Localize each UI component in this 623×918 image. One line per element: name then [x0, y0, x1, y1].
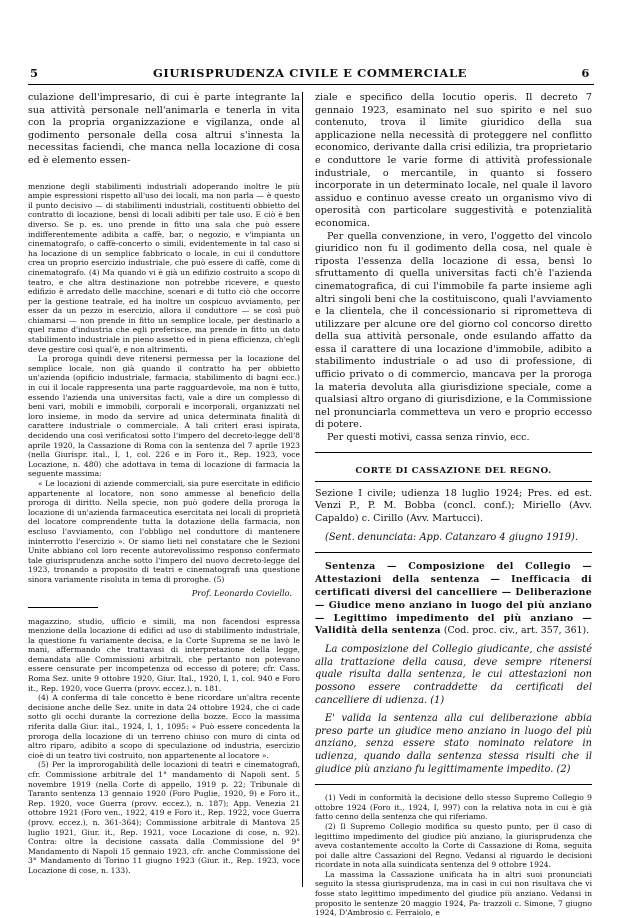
footnote-right-1: (1) Vedi in conformità la decisione dello stesso Supremo Collegio 9 ottobre 1924 (Foro it., 1924, I, 997) con la relativa nota in cui è già fatto cenno della sentenza che qui riferiamo. [315, 793, 592, 822]
page-number-right: 6 [581, 66, 590, 80]
footnote-right-3: La massima la Cassazione unificata ha in altri suoi pronunciati seguito la stessa giurisprudenza, ma in casi in cui non risultava che vi fosse stato legittimo impedimento del giudice più anziano. Vedansi in proposito le sentenze 20 maggio 1924, Pa- trazzoli c. Simone, 7 giugno 1924, D'Ambrosio c. Ferraiolo, e [315, 869, 592, 918]
appealed-sentence: (Sent. denunciata: App. Catanzaro 4 giugno 1919). [325, 532, 578, 544]
page-header [30, 66, 590, 80]
left-body-paragraph: culazione dell'impresario, di cui è parte integrante la sua attività personale nell'animarla e tenerla in vita con la propria organizzazione e vigilanza, onde al godimento personale della cosa altrui s'innesta la necessitas faciendi, che manca nella locazione di cosa ed è elemento essen- [28, 92, 300, 166]
legal-principle-1: La composizione del Collegio giudicante, che assisté alla trattazione della causa, deve sempre ritenersi quale risulta dalla sentenza, le cui attestazioni non possono essere contraddette da certificati del cancelliere di udienza. (1) [315, 644, 592, 706]
page-number-left: 5 [30, 66, 39, 80]
footnote-4: (4) A conferma di tale concetto è bene ricordare un'altra recente decisione anche delle Sez. unite in data 24 ottobre 1924, che ci cade sotto gli occhi durante la correzione della bozze. Ecco la massima riferita dalla Giur. ital., 1924, I, 1, 1095: « Può essere concedenta la proroga della locazione di un terreno chiuso con muro di cinta od altro riparo, adibito a scopo di speculazione od industria, esercizio cioè di un teatro tivi costruito, non appartenente al locatore ». [28, 693, 300, 760]
quoted-massima: « Le locazioni di aziende commerciali, sia pure esercitate in edificio appartenente al locatore, non sono ammesse al beneficio della proroga di diritto. Nella specie, non può godere della proroga la locazione di un'azienda farmaceutica esercitata nei locali di proprietà del locatore comprendente tutta la dotazione della farmacia, non escluso l'avviamento, con l'obbligo nel conduttore di mantenere ininterrotto l'esercizio ». Or siamo lieti nel constatare che le Sezioni Unite abbiano col loro recente autorevolissimo responso confermato tale giurisprudenza anche sotto l'impero del nuovo decreto-legge del 1923, tronando a proposito di teatri e cinematografi una questione sinora variamente risoluta in tema di proroghe. (5) [28, 478, 300, 584]
footnote-right-2: (2) Il Supremo Collegio modifica su questo punto, per il caso di legittimo impedimento del giudice più anziano, la giurisprudenza che aveva costantemente accolto la Corte di Cassazione di Roma, seguita poi dalle altre Cassazioni del Regno. Vedansi al riguardo le decisioni ricordate in nota alla suindicata sentenza del 9 ottobre 1924. [315, 821, 592, 870]
note-continuation: menzione degli stabilimenti industriali adoperando inoltre le più ampie espressioni rispetto all'uso dei locali, ma non parla — è questo il punto decisivo — di stabilimenti industriali, costituenti obbietto del contratto di locazione, bensì di locali adibiti per tale uso. E ciò è ben diverso. Se p. es. uno prende in fitto una sala che può essere indifferentemente adibita a caffè, bar, o negozio, e v'impianta un cinematografo, o caffè-concerto o simili, evidentemente in tal caso si ha locazione di un semplice fabbricato o locale, in cui il conduttore crea un proprio esercizio industriale, che può essere di caffè, come di cinematografo. (4) Ma quando vi è già un edifizio costruito a scopo di teatro, e che altra destinazione non potrebbe ricevere, e questo edifizio è arredato delle macchine, scenari e di tutto ciò che occorre per la gestione teatrale, ed ha inoltre un cospicuo avviamento, per esser da un pezzo in esercizio, allora il conduttore — se così può chiamarsi — non prende in fitto un semplice locale, per destinarlo a quel ramo d'industria che egli preferisce, ma prende in fitto un dato stabilimento industriale in pieno assetto ed in piena efficienza, ch'egli deve gestire così qual'è, e non altrimenti. [28, 181, 300, 354]
right-body-paragraph-2: Per quella convenzione, in vero, l'oggetto del vincolo giuridico non fu il godimento della cosa, nel quale è riposta l'essenza della locazione di essa, bensì lo sfruttamento di quella universitas facti ch'è l'azienda cinematografica, di cui l'immobile fa parte insieme agli altri singoli beni che la costituiscono, quali l'avviamento e la clientela, che il concessionario si riprometteva di utilizzare per alcune ore del giorno col concorso diretto della sua attività personale, onde esulando affatto da essa il carattere di una locazione d'immobile, adibito a stabilimento industriale o ad uso di professione, di ufficio privato o di commercio, mancava per la proroga la materia devoluta alla giurisdizione speciale, come a qualsiasi altro organo di giurisdizione, e la Commissione nel pronunciarla commetteva un vero e proprio eccesso di potere. [315, 230, 592, 431]
footnote-5: (5) Per la improrogabilità delle locazioni di teatri e cinematografi, cfr. Commissione arbitrale del 1° mandamento di Napoli sent. 5 novembre 1919 (nella Corte di appello, 1919 p. 22; Tribunale di Taranto sentenza 13 gennaio 1920 (Foro Puglie, 1920, 9) e Foro it., Rep. 1920, voce Guerra (provv. eccez.), n. 187); App. Venezia 21 ottobre 1921 (Foro ven., 1922, 419 e Foro it., Rep. 1922, voce Guerra (provv. eccez.), n. 361-364); Commissione arbitrale di Mantova 25 luglio 1921, Giur. it., Rep. 1921, voce Locazione di cose, n. 92). Contra: oltre la decisione cassata dalla Commissione del 9° Mandamento di Napoli 15 gennaio 1923, cfr. anche Commissione del 3° Mandamento di Torino 11 giugno 1923 (Giur. it., Rep. 1923, voce Locazione di cose, n. 133). [28, 760, 300, 875]
massima-keyword-text: Sentenza — Composizione del Collegio — Attestazioni della sentenza — Inefficacia di certificati diversi del cancelliere — Deliberazione — Giudice meno anziano in luogo del più anziano — Legittimo impedimento del più anziano — Validità della sentenza [315, 561, 592, 637]
left-column [28, 92, 300, 887]
footnote-continuation: magazzino, studio, ufficio e simili, ma non facendosi espressa menzione della locazione di edifici ad uso di stabilimento industriale, la questione fu variamente decisa, e la Corte Suprema se ne lavò le mani, affermando che trattavasi di interpretazione della legge, demandata alle Commissioni arbitrali, che pertanto non potevano essere censurate per incompetenza od eccesso di potere; cfr. Cass. Roma Sez. unite 9 ottobre 1920, Giur. Ital., 1920, I, 1, col. 940 e Foro it., Rep. 1920, voce Guerra (provv. eccez.), n. 181. [28, 616, 300, 693]
note-paragraph: La proroga quindi deve ritenersi permessa per la locazione del semplice locale, non già quando il contratto ha per obbietto un'azienda (opificio industriale, farmacia, stabilimento di bagni ecc.) in cui il locale rappresenta una parte ragguardevole, ma non è tutto, essendo l'azienda una universitas facti, vale a dire un complesso di beni vari, mobili e immobili, corporali e incorporali, organizzati nel loro insieme, in modo da servire ad unica determinata finalità di carattere industriale o commerciale. A tali criteri erasi ispirata, decidendo una così verificatosi sotto l'impero del decreto-legge dell'8 aprile 1920, la Cassazione di Roma con la sentenza del 7 aprile 1923 (nella Giurispr. ital., I, 1, col. 226 e in Foro it., Rep. 1923, voce Locazione, n. 480) che adottava in tema di locazione di farmacia la seguente massima: [28, 354, 300, 479]
legal-principle-2: E' valida la sentenza alla cui deliberazione abbia preso parte un giudice meno anziano in luogo del più anziano, senza essere stato nominato relatore in udienza, quando dalla sentenza stessa risulti che il giudice più anziano fu legittimamente impedito. (2) [315, 713, 592, 775]
court-heading: CORTE DI CASSAZIONE DEL REGNO. [355, 465, 552, 476]
column-gap [28, 168, 300, 182]
session-details: Sezione I civile; udienza 18 luglio 1924; Pres. ed est. Venzi P., P. M. Bobba (concl. conf.); Miriello (Avv. Capaldo) c. Cirillo (Avv. Martucci). [315, 487, 592, 524]
right-body-paragraph: ziale e specifico della locutio operis. Il decreto 7 gennaio 1923, esaminato nel suo spirito e nel suo contenuto, trova il limite giuridico della sua applicazione nella necessità di proteggere nel conflitto economico, derivante dalla crisi edilizia, tra proprietario e conduttore le varie forme di attività professionale industriale, o mercantile, in quanto si fossero incorporate in un determinato locale, nel quale il lavoro assiduo e continuo avesse creato un organismo vivo di operosità con particolare suggestività e potenzialità economica. [315, 92, 592, 229]
court-heading-box [315, 452, 592, 482]
footnote-separator-right [315, 784, 592, 785]
header-rule [28, 84, 594, 85]
massima-keywords [315, 561, 592, 638]
massima-reference: (Cod. proc. civ., art. 357, 361). [443, 625, 590, 637]
running-title: GIURISPRUDENZA CIVILE E COMMERCIALE [153, 66, 467, 80]
massima-rule [315, 552, 592, 553]
right-body-paragraph-3: Per questi motivi, cassa senza rinvio, ecc. [327, 432, 530, 444]
right-column [302, 92, 592, 918]
footnote-separator [28, 607, 98, 608]
author-signature: Prof. Leonardo Coviello. [191, 587, 292, 598]
